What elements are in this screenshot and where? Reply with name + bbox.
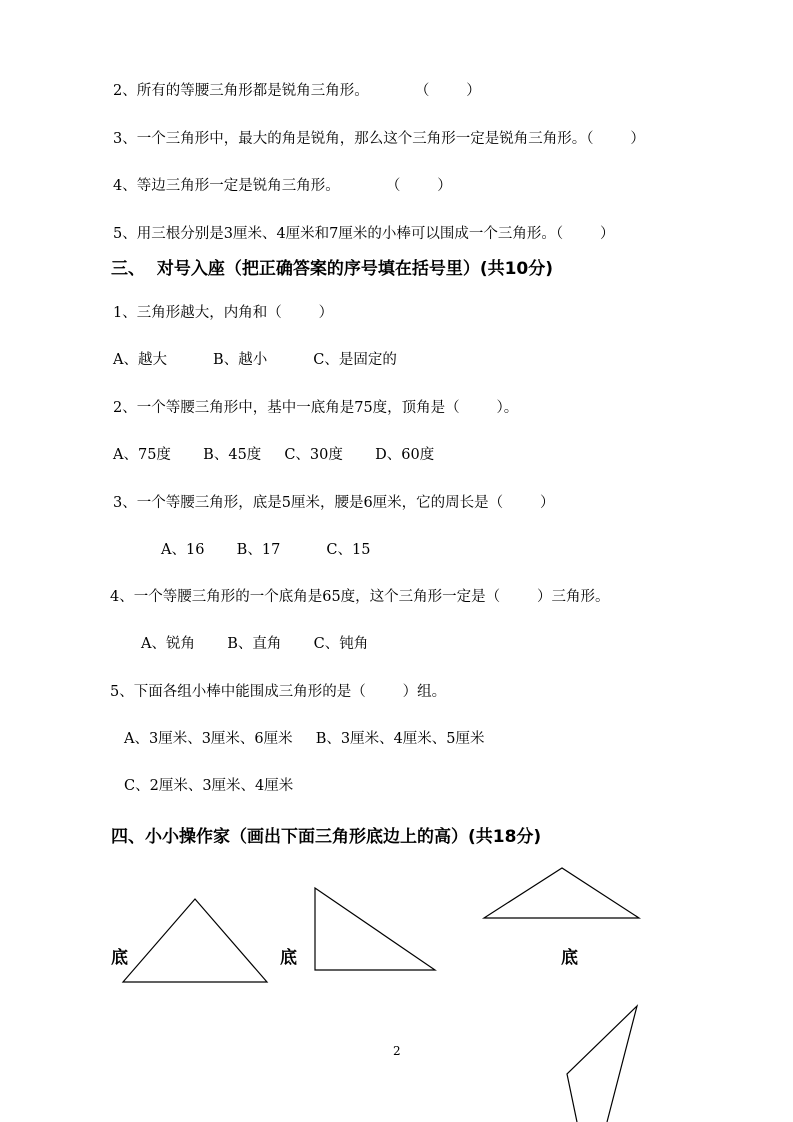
section-3-heading: 三、 对号入座（把正确答案的序号填在括号里）(共10分) xyxy=(111,259,554,279)
question-4-options: A、锐角 B、直角 C、钝角 xyxy=(141,636,369,652)
page-number: 2 xyxy=(393,1044,401,1058)
triangle-2[interactable] xyxy=(315,888,435,970)
judgement-item-3: 3、一个三角形中，最大的角是锐角，那么这个三角形一定是锐角三角形。（ ） xyxy=(113,131,645,147)
question-4-stem: 4、一个等腰三角形的一个底角是65度，这个三角形一定是（ ）三角形。 xyxy=(110,589,610,605)
base-label-3: 底 xyxy=(561,948,578,968)
base-label-2: 底 xyxy=(280,948,297,968)
triangle-1[interactable] xyxy=(123,899,267,982)
question-1-options: A、越大 B、越小 C、是固定的 xyxy=(113,352,397,368)
question-3-stem: 3、一个等腰三角形，底是5厘米，腰是6厘米，它的周长是（ ） xyxy=(113,495,555,511)
question-2-stem: 2、一个等腰三角形中，基中一底角是75度，顶角是（ ）。 xyxy=(113,400,519,416)
judgement-item-5: 5、用三根分别是3厘米、4厘米和7厘米的小棒可以围成一个三角形。（ ） xyxy=(113,226,615,242)
question-2-options: A、75度 B、45度 C、30度 D、60度 xyxy=(113,447,435,463)
question-1-stem: 1、三角形越大，内角和（ ） xyxy=(113,305,334,321)
base-label-1: 底 xyxy=(111,948,128,968)
judgement-item-4: 4、等边三角形一定是锐角三角形。 （ ） xyxy=(113,178,452,194)
question-5-stem: 5、下面各组小棒中能围成三角形的是（ ）组。 xyxy=(110,684,447,700)
triangle-4-partial[interactable] xyxy=(567,1006,637,1122)
question-5-options-row2: C、2厘米、3厘米、4厘米 xyxy=(124,778,294,794)
question-5-options: A、3厘米、3厘米、6厘米 B、3厘米、4厘米、5厘米 xyxy=(124,731,485,747)
triangle-3[interactable] xyxy=(484,868,639,918)
section-4-heading: 四、小小操作家（画出下面三角形底边上的高）(共18分) xyxy=(111,827,542,847)
question-3-options: A、16 B、17 C、15 xyxy=(161,542,371,558)
judgement-item-2: 2、所有的等腰三角形都是锐角三角形。 （ ） xyxy=(113,83,481,99)
